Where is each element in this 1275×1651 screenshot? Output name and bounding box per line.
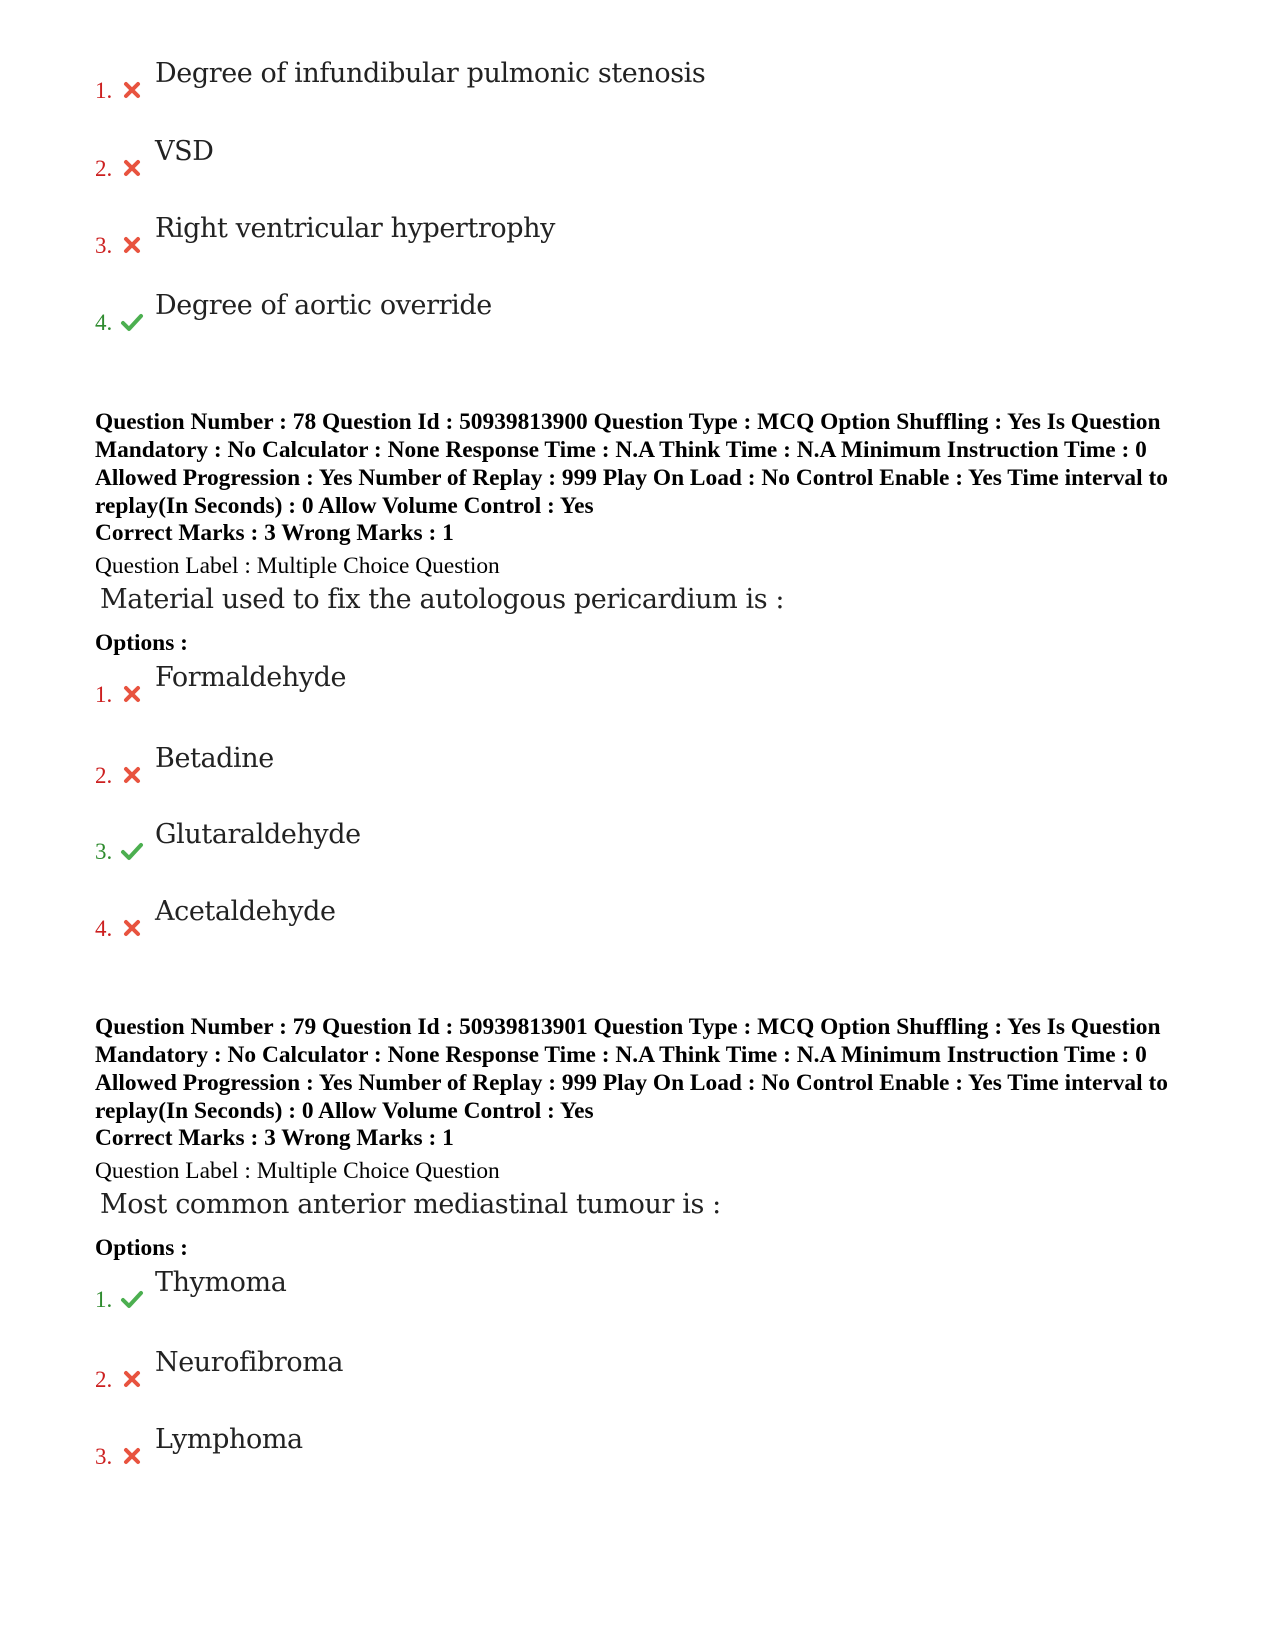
question-79-meta: Question Number : 79 Question Id : 50939813901 Question Type : MCQ Option Shuffling : Yes Is Question Mandatory : No Calculator : None Response Time : N.A Think Time : N.A Minimum Instruction Time : 0 Allowed Progression : Yes Number of Replay : 999 Play On Load : No Control Enable : Yes Time interval to replay(In Seconds) : 0 Allow Volume Control : Yes xyxy=(95,1014,1168,1124)
check-icon xyxy=(120,839,144,863)
cross-icon xyxy=(120,682,144,706)
option-number: 2. xyxy=(95,156,113,181)
cross-icon xyxy=(120,78,144,102)
q78-option-3 xyxy=(95,819,1095,869)
option-text: Degree of aortic override xyxy=(155,290,492,321)
option-number: 3. xyxy=(95,839,113,864)
q78-option-2 xyxy=(95,743,1095,793)
check-icon xyxy=(120,310,144,334)
cross-icon xyxy=(120,763,144,787)
option-text: Betadine xyxy=(155,743,274,774)
q79-option-3 xyxy=(95,1424,1095,1474)
option-text: Lymphoma xyxy=(155,1424,303,1455)
q79-option-2 xyxy=(95,1347,1095,1397)
option-number: 2. xyxy=(95,1367,113,1392)
q78-option-1 xyxy=(95,662,1095,712)
option-number: 1. xyxy=(95,1287,113,1312)
option-number: 2. xyxy=(95,763,113,788)
prev-option-3 xyxy=(95,213,1095,263)
prev-option-1 xyxy=(95,58,1095,108)
cross-icon xyxy=(120,1444,144,1468)
option-text: Right ventricular hypertrophy xyxy=(155,213,555,244)
question-78-meta: Question Number : 78 Question Id : 50939813900 Question Type : MCQ Option Shuffling : Yes Is Question Mandatory : No Calculator : None Response Time : N.A Think Time : N.A Minimum Instruction Time : 0 Allowed Progression : Yes Number of Replay : 999 Play On Load : No Control Enable : Yes Time interval to replay(In Seconds) : 0 Allow Volume Control : Yes xyxy=(95,409,1168,519)
option-text: Degree of infundibular pulmonic stenosis xyxy=(155,58,706,89)
question-79-label: Question Label : Multiple Choice Question xyxy=(95,1158,500,1184)
option-number: 4. xyxy=(95,916,113,941)
prev-option-4 xyxy=(95,290,1095,340)
question-79-marks: Correct Marks : 3 Wrong Marks : 1 xyxy=(95,1125,454,1151)
question-79-options-label: Options : xyxy=(95,1235,188,1261)
option-text: VSD xyxy=(155,136,214,167)
cross-icon xyxy=(120,916,144,940)
question-78-marks: Correct Marks : 3 Wrong Marks : 1 xyxy=(95,520,454,546)
cross-icon xyxy=(120,156,144,180)
option-text: Formaldehyde xyxy=(155,662,347,693)
prev-option-2 xyxy=(95,136,1095,186)
option-text: Thymoma xyxy=(155,1267,287,1298)
option-number: 3. xyxy=(95,233,113,258)
question-79-text: Most common anterior mediastinal tumour is : xyxy=(100,1189,721,1220)
q79-option-1 xyxy=(95,1267,1095,1317)
option-text: Glutaraldehyde xyxy=(155,819,361,850)
check-icon xyxy=(120,1287,144,1311)
option-number: 1. xyxy=(95,78,113,103)
option-number: 1. xyxy=(95,682,113,707)
option-number: 4. xyxy=(95,310,113,335)
question-78-options-label: Options : xyxy=(95,630,188,656)
option-number: 3. xyxy=(95,1444,113,1469)
question-78-text: Material used to fix the autologous pericardium is : xyxy=(100,584,785,615)
question-78-label: Question Label : Multiple Choice Question xyxy=(95,553,500,579)
q78-option-4 xyxy=(95,896,1095,946)
option-text: Neurofibroma xyxy=(155,1347,344,1378)
cross-icon xyxy=(120,233,144,257)
option-text: Acetaldehyde xyxy=(155,896,336,927)
cross-icon xyxy=(120,1367,144,1391)
